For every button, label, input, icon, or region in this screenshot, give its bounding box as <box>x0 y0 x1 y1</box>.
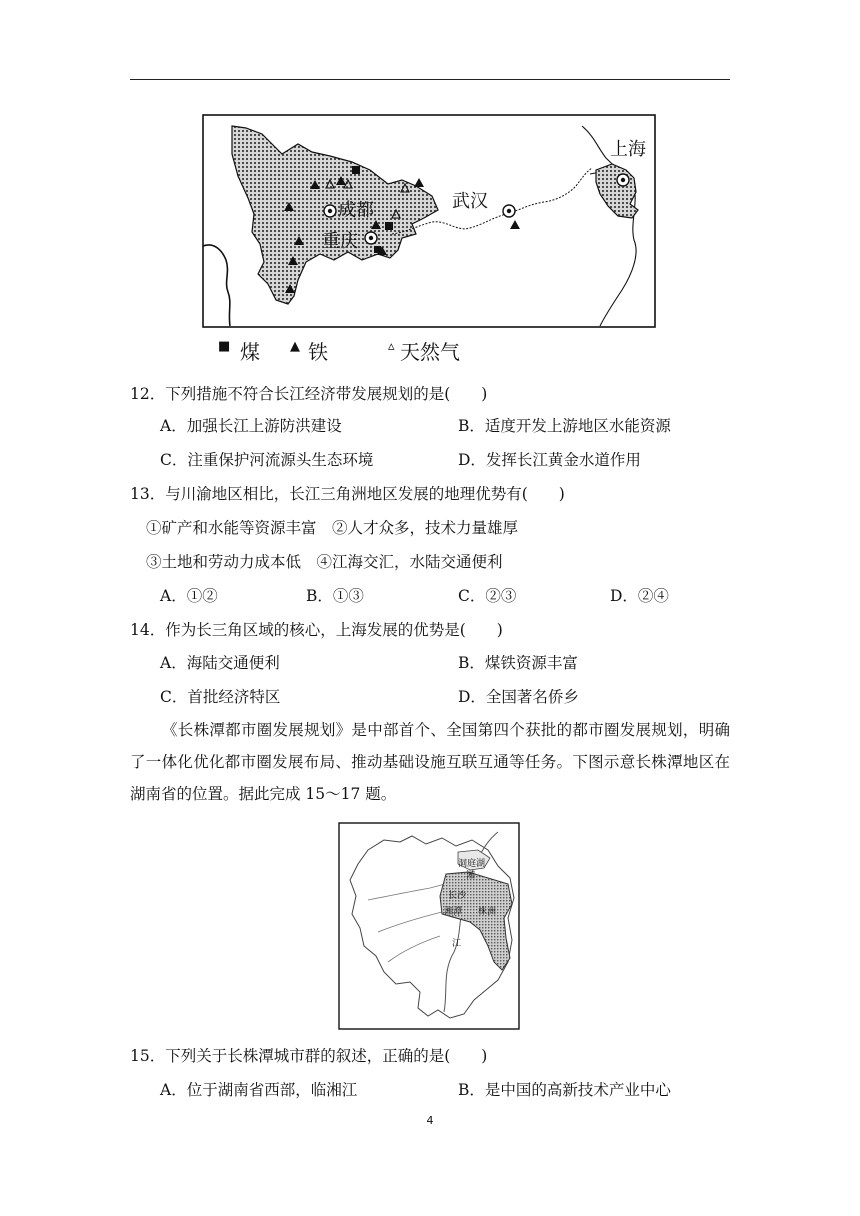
question-12-stem: 12．下列措施不符合长江经济带发展规划的是( ) <box>130 385 488 403</box>
q13-statements-2: ③土地和劳动力成本低 ④江海交汇，水陆交通便利 <box>146 553 503 571</box>
q12-option-b: B．适度开发上游地区水能资源 <box>458 417 671 435</box>
label-zhuzhou: 株洲 <box>478 907 497 917</box>
iron-legend-label: 铁 <box>308 340 328 364</box>
chongqing-marker <box>365 232 377 244</box>
passage-paragraph: 《长株潭都市圈发展规划》是中部首个、全国第四个获批的都市圈发展规划，明确了一体化优化都市圈发展布局、推动基础设施互联互通等任务。下图示意长株潭地区在湖南省的位置。据此完成 15～17 题。 <box>130 721 730 803</box>
label-jiang: 江 <box>452 939 462 949</box>
q13-option-d: D．②④ <box>610 587 669 605</box>
q13-option-a: A．①② <box>160 587 218 605</box>
gas-legend-symbol: ▵ <box>388 339 395 354</box>
coal-legend-label: 煤 <box>240 340 260 364</box>
hunan-map <box>338 822 520 1030</box>
label-chongqing: 重庆 <box>322 231 358 252</box>
page-number: 4 <box>426 1114 434 1127</box>
label-xiangtan: 湘潭 <box>444 907 463 917</box>
q14-option-b: B．煤铁资源丰富 <box>458 654 578 672</box>
wuhan-marker <box>503 205 515 217</box>
q13-option-b: B．①③ <box>306 587 364 605</box>
question-15-stem: 15．下列关于长株潭城市群的叙述，正确的是( ) <box>130 1047 488 1065</box>
label-changsha: 长沙 <box>448 891 467 901</box>
iron-legend-symbol: ▲ <box>290 339 300 354</box>
label-shanghai: 上海 <box>610 139 646 160</box>
q13-statements-1: ①矿产和水能等资源丰富 ②人才众多，技术力量雄厚 <box>146 519 519 537</box>
header-rule <box>130 79 730 80</box>
chengdu-marker <box>324 205 336 217</box>
coal-symbol <box>385 222 393 230</box>
q14-option-c: C．首批经济特区 <box>160 688 281 706</box>
q14-option-d: D．全国著名侨乡 <box>458 688 579 706</box>
q15-option-b: B．是中国的高新技术产业中心 <box>458 1081 671 1099</box>
q14-option-a: A．海陆交通便利 <box>160 654 280 672</box>
question-13-stem: 13．与川渝地区相比，长江三角洲地区发展的地理优势有( ) <box>130 485 565 503</box>
label-chengdu: 成都 <box>338 200 374 221</box>
label-dongting: 洞庭湖 <box>458 859 486 869</box>
yangtze-map <box>202 114 656 328</box>
coal-symbol <box>352 166 360 174</box>
gas-legend-label: 天然气 <box>400 340 460 364</box>
q12-option-c: C．注重保护河流源头生态环境 <box>160 451 374 469</box>
q13-option-c: C．②③ <box>458 587 517 605</box>
q12-option-a: A．加强长江上游防洪建设 <box>160 417 342 435</box>
q12-option-d: D．发挥长江黄金水道作用 <box>458 451 641 469</box>
coal-legend-symbol: ■ <box>218 339 231 354</box>
label-xiang: 湘 <box>466 871 476 881</box>
label-wuhan: 武汉 <box>452 191 488 212</box>
shanghai-marker <box>617 174 629 186</box>
question-14-stem: 14．作为长三角区域的核心，上海发展的优势是( ) <box>130 621 503 639</box>
q15-option-a: A．位于湖南省西部，临湘江 <box>160 1081 358 1099</box>
